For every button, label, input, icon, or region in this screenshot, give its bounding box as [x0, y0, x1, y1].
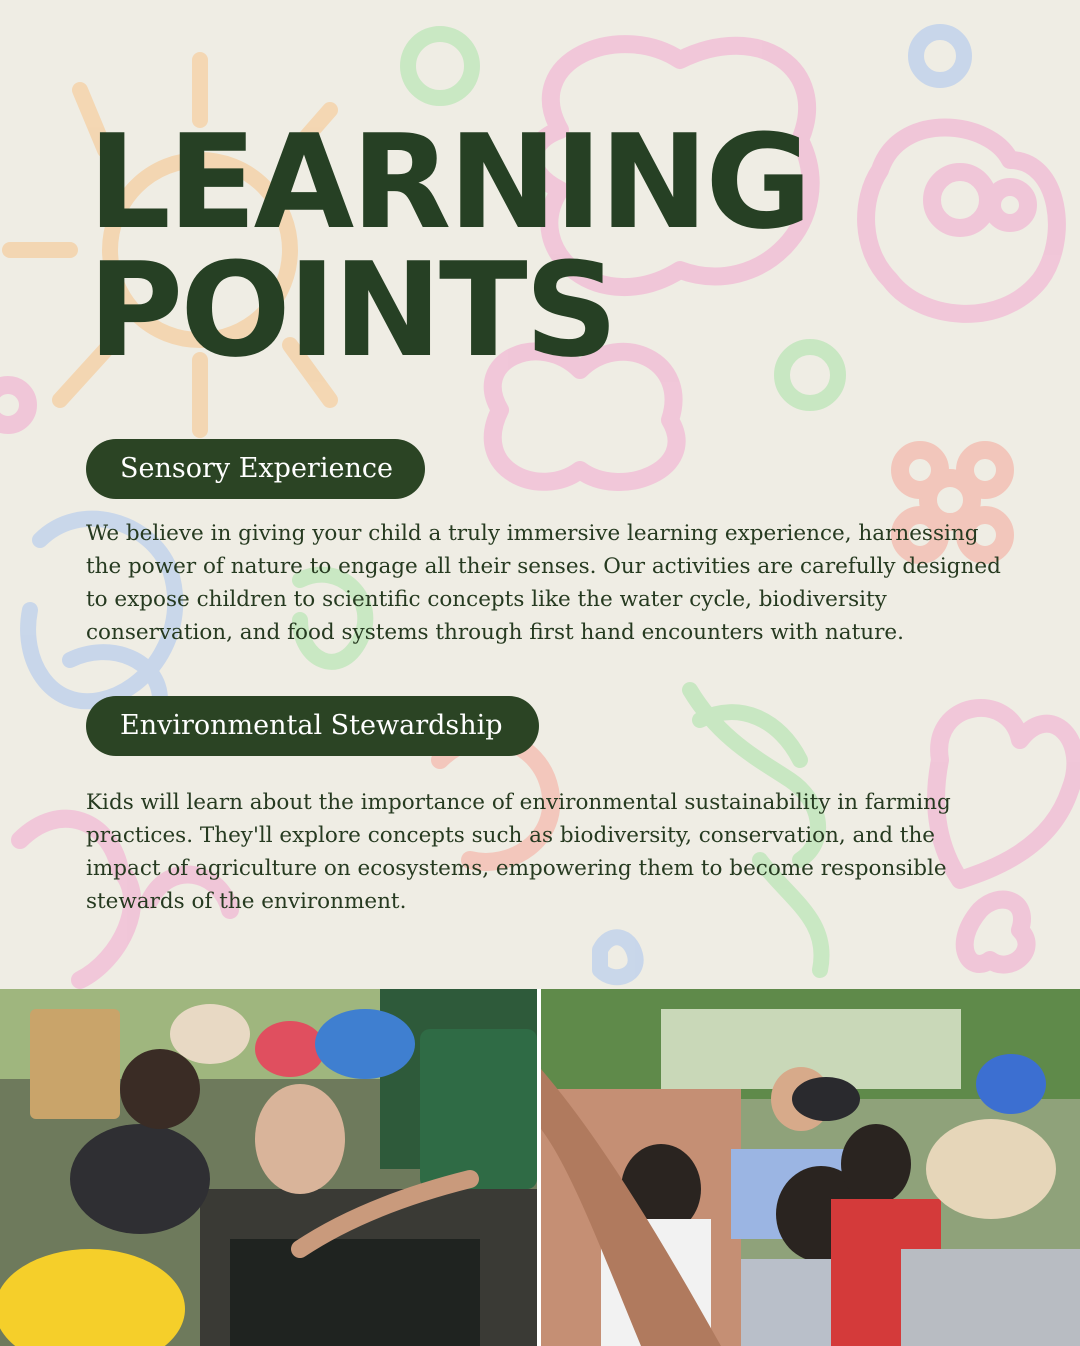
section-body-environmental-stewardship: Kids will learn about the importance of environmental sustainability in farming practices. They'll explore concepts such as biodiversity, conservation, and the impact of agriculture on ecosystems, empowering them to become responsible stewards of the environment. [86, 790, 951, 914]
section-heading-environmental-stewardship: Environmental Stewardship [86, 696, 539, 756]
section-heading-sensory-experience: Sensory Experience [86, 439, 425, 499]
title-line-learning: LEARNING [88, 106, 810, 258]
photo-strip [0, 989, 1080, 1346]
title-line-points: POINTS [88, 234, 616, 386]
photo-children-touching-water [0, 989, 537, 1346]
page-title [88, 106, 810, 386]
photo-children-outdoor-group [541, 989, 1080, 1346]
section-body-sensory-experience: We believe in giving your child a truly immersive learning experience, harnessing the power of nature to engage all their senses. Our activities are carefully designed to expose children to scientific concepts like the water cycle, biodiversity conservation, and food systems through first hand encounters with nature. [86, 521, 1001, 645]
